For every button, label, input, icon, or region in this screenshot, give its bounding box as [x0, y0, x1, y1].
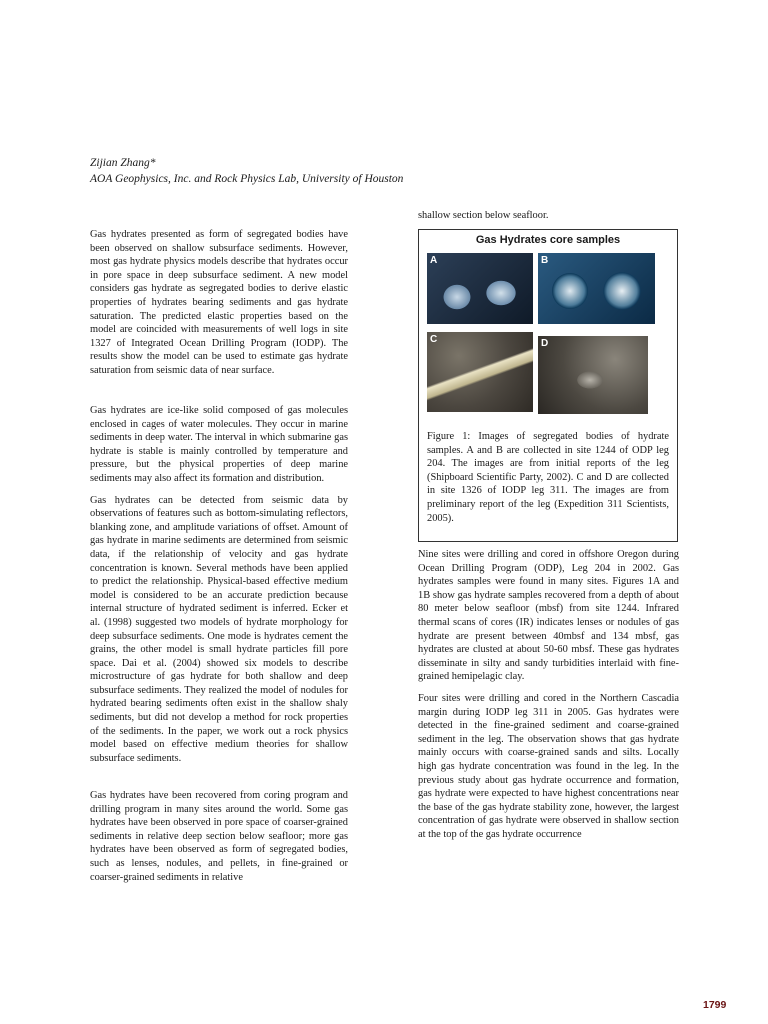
figure-1 [418, 229, 678, 542]
photo-label-d: D [541, 338, 549, 349]
core-sample-photo-c [427, 332, 533, 412]
core-sample-photo-a [427, 253, 533, 324]
continuation-line: shallow section below seafloor. [418, 210, 549, 221]
photo-label-b: B [541, 255, 549, 266]
author-name: Zijian Zhang* [90, 157, 156, 169]
intro-paragraph-1: Gas hydrates are ice-like solid composed of gas molecules enclosed in cages of water molecules. They occur in marine sediments in deep water. The interval in which submarine gas hydrate is stable is mainly controlled by temperature and pressure, but the physical properties of deep marine sediments may also affect its formation and distribution. [90, 405, 348, 484]
author-affiliation: AOA Geophysics, Inc. and Rock Physics Lab, University of Houston [90, 173, 404, 185]
photo-label-a: A [430, 255, 438, 266]
author-block [90, 155, 690, 187]
photo-label-c: C [430, 334, 438, 345]
figure-caption: Figure 1: Images of segregated bodies of hydrate samples. A and B are collected in site 1244 of ODP leg 204. The images are from initial reports of the leg (Shipboard Scientific Party, 2002). C and D are collected in site 1326 of IODP leg 311. The images are from preliminary report of the leg (Expedition 311 Scientists, 2005). [427, 431, 669, 524]
body-right-paragraph-1: Nine sites were drilling and cored in offshore Oregon during Ocean Drilling Program (ODP), Leg 204 in 2002. Gas hydrates samples were found in many sites. Figures 1A and 1B show gas hydrate samples recovered from a depth of about 80 meter below seafloor (mbsf) from site 1244. Infrared thermal scans of cores (IR) indicates lenses or nodules of gas hydrate are present between 40mbsf and 134 mbsf, gas hydrates are clusted at about 50-60 mbsf. These gas hydrates disseminate in silty and sandy turbidities interlaid with fine-grained hemipelagic clay. [418, 549, 679, 683]
abstract-paragraph: Gas hydrates presented as form of segregated bodies have been observed on shallow subsurface sediments. However, most gas hydrate physics models describe that hydrates occur in pore space in deep subsurface sediment. A new model considers gas hydrate as segregated bodies to derive elastic properties of hydrates bearing sediments and gas hydrate saturation. The predicted elastic properties based on the model are coincided with measurements of well logs in site 1327 of Integrated Ocean Drilling Program (IODP). The results show the model can be used to estimate gas hydrate saturation from seismic data of near surface. [90, 229, 348, 376]
body-right-section [418, 548, 679, 849]
body-left-section [90, 789, 348, 892]
body-left-paragraph: Gas hydrates have been recovered from coring program and drilling program in many sites around the world. Some gas hydrates have been observed in pore space of coarser-grained sediments in relative deep section below seafloor; more gas hydrates have been observed as form of segregated bodies, such as lenses, nodules, and pellets, in fine-grained or coarser-grained sediments in relative [90, 790, 348, 883]
abstract-section [90, 228, 348, 386]
core-sample-photo-b [538, 253, 655, 324]
core-sample-photo-d [538, 336, 648, 414]
body-right-paragraph-2: Four sites were drilling and cored in the Northern Cascadia margin during IODP leg 311 in 2005. Gas hydrates were detected in the fine-grained sediment and coarse-grained sediment in the leg. The observation shows that gas hydrate mainly occurs with coarse-grained sands and silts. Locally high gas hydrate concentration was found in the leg. In the previous study about gas hydrate occurrence and formation, gas hydrate were expected to have highest concentrations near the base of the gas hydrate stability zone, however, the largest concentration of gas hydrate were observed in shallow section at the top of the gas hydrate occurrence [418, 692, 679, 840]
figure-title: Gas Hydrates core samples [475, 234, 621, 246]
page-number: 1799 [703, 999, 727, 1011]
introduction-section [90, 404, 348, 773]
intro-paragraph-2: Gas hydrates can be detected from seismic data by observations of features such as bottom-simulating reflectors, blanking zone, and amplitude variations of offset. Amount of gas hydrate in marine sediments are determined from seismic data, if the relationship of velocity and gas hydrate concentration is known. Several methods have been applied to predict the relationship. Physical-based effective medium model is considered to be an accurate prediction because internal structure of hydrated sediment is inferred. Ecker et al. (1998) suggested two models of hydrate morphology for deep subsurface sediments. One mode is hydrates cement the grains, the other model is small hydrate particles fill pore space. Dai et al. (2004) showed six models to describe microstructure of gas hydrate for both shallow and deep subsurface sediments. They realized the model of nodules for hydrated bearing sediments often exist in the shallow shaly sediments, but did not develop a method for rock properties of the sediments. In the paper, we work out a rock physics model based on effective medium theories for shallow subsurface sediments. [90, 494, 348, 764]
